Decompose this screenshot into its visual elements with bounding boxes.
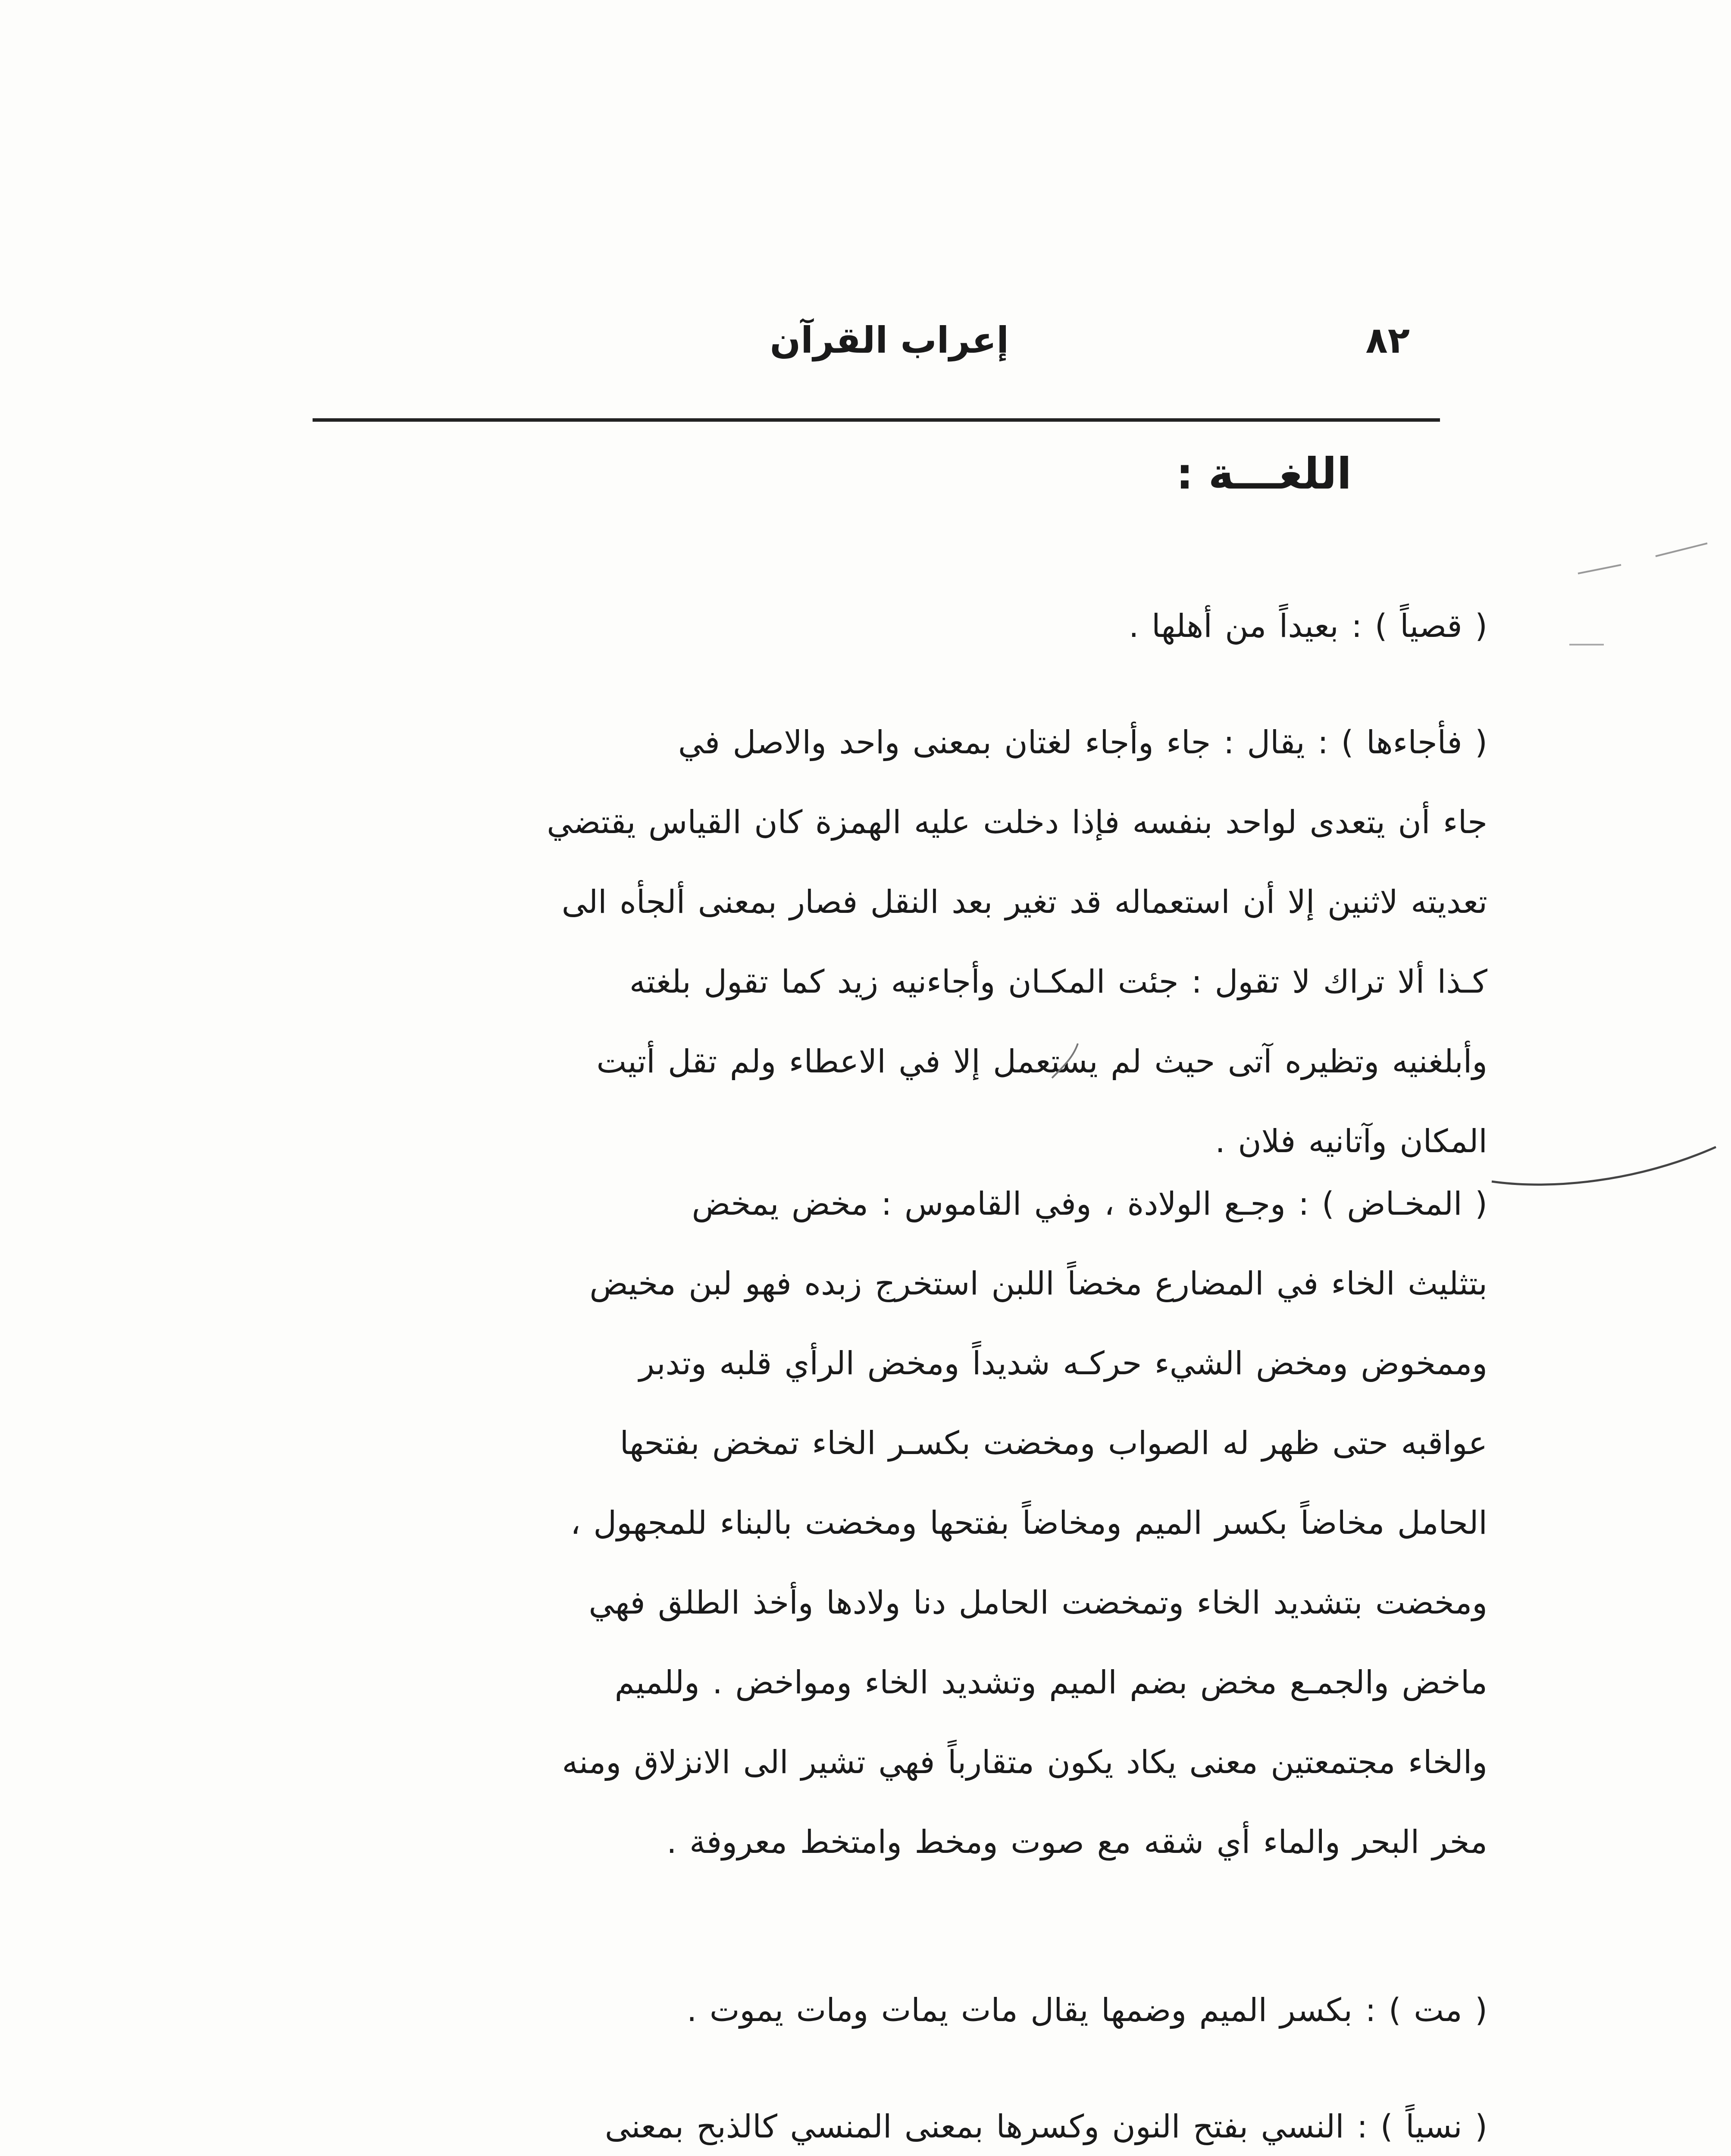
text-line: وممخوض ومخض الشيء حركـه شديداً ومخض الرأي قلبه وتدبر bbox=[639, 1345, 1487, 1382]
text-line: مخر البحر والماء أي شقه مع صوت ومخط وامتخط معروفة . bbox=[667, 1824, 1487, 1861]
text-line: ( المخـاض ) : وجـع الولادة ، وفي القاموس : مخض يمخض bbox=[692, 1185, 1487, 1222]
text-line: ومخضت بتشديد الخاء وتمخضت الحامل دنا ولادها وأخذ الطلق فهي bbox=[588, 1584, 1487, 1621]
text-line: ( مت ) : بكسر الميم وضمها يقال مات يمات ومات يموت . bbox=[686, 1992, 1487, 2029]
text-line: ( نسياً ) : النسي بفتح النون وكسرها بمعنى المنسي كالذبح بمعنى bbox=[604, 2108, 1487, 2145]
entry-fa-ajaaha bbox=[302, 703, 1487, 1181]
page-header bbox=[310, 319, 1440, 384]
text-line: بتثليث الخاء في المضارع مخضاً اللبن استخرج زبده فهو لبن مخيض bbox=[589, 1265, 1487, 1302]
entry-al-makhad bbox=[302, 1164, 1487, 1882]
entry-mitt bbox=[302, 1971, 1487, 2050]
entry-qasiyyan bbox=[302, 586, 1487, 666]
text-line: وأبلغنيه وتظيره آتى حيث لم يستعمل إلا في الاعطاء ولم تقل أتيت bbox=[596, 1043, 1487, 1080]
text-line: ( قصياً ) : بعيداً من أهلها . bbox=[1128, 608, 1487, 645]
text-line: تعديته لاثنين إلا أن استعماله قد تغير بعد النقل فصار بمعنى ألجأه الى bbox=[561, 884, 1487, 921]
scan-mark bbox=[1578, 543, 1707, 573]
pen-stroke bbox=[1492, 1147, 1716, 1185]
page-number: ٨٢ bbox=[1365, 319, 1410, 361]
text-line: الحامل مخاضاً بكسر الميم ومخاضاً بفتحها ومخضت بالبناء للمجهول ، bbox=[570, 1504, 1487, 1542]
text-line: عواقبه حتى ظهر له الصواب ومخضت بكسـر الخاء تمخض بفتحها bbox=[620, 1425, 1487, 1462]
text-line: المكان وآتانيه فلان . bbox=[1215, 1123, 1487, 1160]
entry-nasiyyan bbox=[302, 2087, 1487, 2156]
text-line: والخاء مجتمعتين معنى يكاد يكون متقارباً فهي تشير الى الانزلاق ومنه bbox=[562, 1744, 1487, 1781]
section-heading: اللغـــة : bbox=[1176, 448, 1352, 499]
header-divider bbox=[313, 418, 1440, 422]
text-line: كـذا ألا تراك لا تقول : جئت المكـان وأجاءنيه زيد كما تقول بلغته bbox=[629, 963, 1487, 1000]
running-title: إعراب القرآن bbox=[770, 319, 1009, 361]
text-line: جاء أن يتعدى لواحد بنفسه فإذا دخلت عليه الهمزة كان القياس يقتضي bbox=[547, 804, 1487, 841]
text-line: ماخض والجمـع مخض بضم الميم وتشديد الخاء ومواخض . وللميم bbox=[614, 1664, 1487, 1701]
text-line: ( فأجاءها ) : يقال : جاء وأجاء لغتان بمعنى واحد والاصل في bbox=[678, 724, 1487, 761]
